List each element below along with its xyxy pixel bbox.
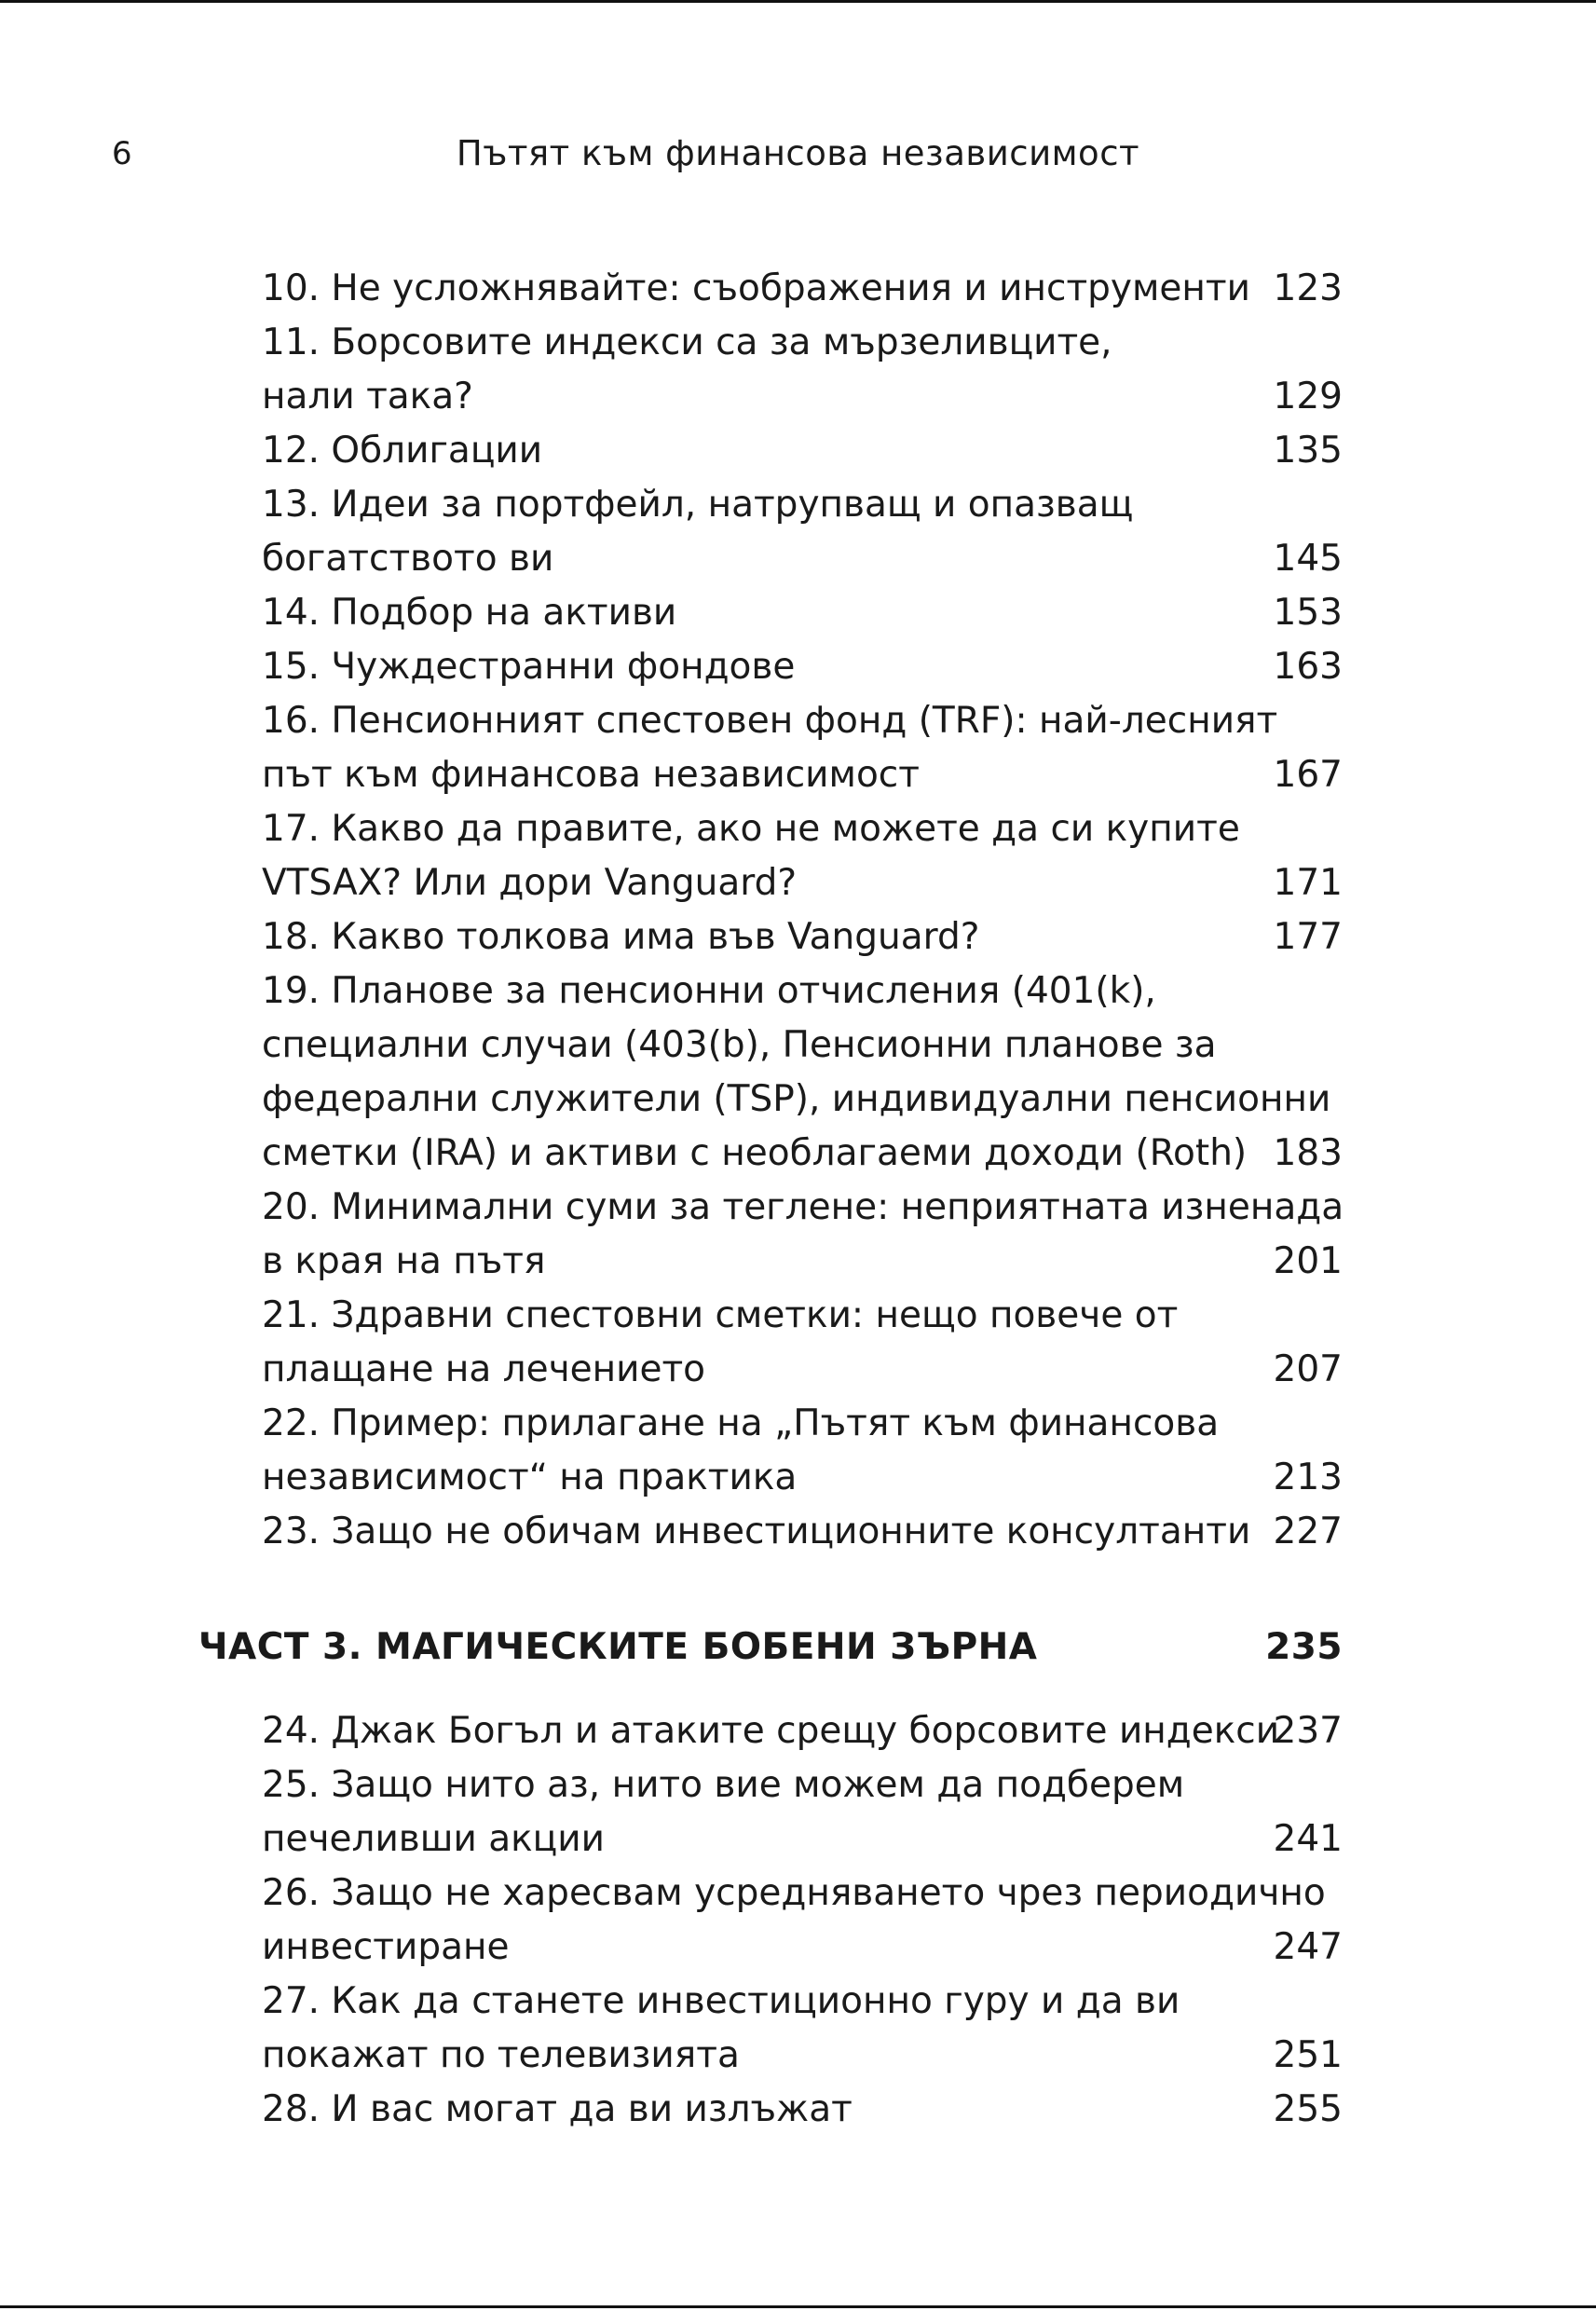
toc-entry-page: 135: [1273, 430, 1343, 472]
toc-entry[interactable]: [262, 964, 1343, 1181]
toc-entry-line: 12. Облигации: [262, 430, 543, 472]
toc-entry-line: 26. Защо не харесвам усредняването чрез периодично: [262, 1872, 1326, 1914]
toc-entry-line: 25. Защо нито аз, нито вие можем да подберем: [262, 1764, 1185, 1806]
toc-entry-line: печеливши акции: [262, 1818, 605, 1860]
toc-entry-line: 15. Чуждестранни фондове: [262, 646, 796, 688]
toc-entry-line: федерални служители (TSP), индивидуални пенсионни: [262, 1078, 1331, 1120]
toc-entry-line: 24. Джак Богъл и атаките срещу борсовите индекси: [262, 1710, 1280, 1752]
toc-entry[interactable]: [262, 1867, 1343, 1975]
toc-entry-line: плащане на лечението: [262, 1348, 706, 1390]
toc-entry-page: 129: [1273, 376, 1343, 417]
toc-entry[interactable]: [262, 1758, 1343, 1867]
toc-entry[interactable]: [262, 1505, 1343, 1559]
toc-entry-line: 14. Подбор на активи: [262, 592, 677, 634]
toc-entry-page: 237: [1273, 1710, 1343, 1752]
toc-entry-page: 183: [1273, 1132, 1343, 1174]
toc-entry[interactable]: [262, 1181, 1343, 1289]
toc-entry[interactable]: [262, 586, 1343, 640]
bottom-border: [0, 2305, 1596, 2308]
toc-entry-line: 18. Какво толкова има във Vanguard?: [262, 916, 980, 958]
toc-entry-line: 21. Здравни спестовни сметки: нещо повече от: [262, 1294, 1179, 1336]
toc-entry-line: специални случаи (403(b), Пенсионни планове за: [262, 1024, 1217, 1066]
toc-entry-line: 28. И вас могат да ви излъжат: [262, 2088, 853, 2130]
toc-entry-line: 13. Идеи за портфейл, натрупващ и опазващ: [262, 484, 1134, 526]
toc-part-title: ЧАСТ 3. МАГИЧЕСКИТЕ БОБЕНИ ЗЪРНА: [198, 1626, 1038, 1668]
toc-entry[interactable]: [262, 1397, 1343, 1505]
toc-entry-page: 177: [1273, 916, 1343, 958]
toc-entry-line: инвестиране: [262, 1926, 510, 1968]
toc-entry-page: 163: [1273, 646, 1343, 688]
toc-entry[interactable]: [262, 478, 1343, 586]
toc-entry-page: 171: [1273, 862, 1343, 904]
toc-entry-line: 27. Как да станете инвестиционно гуру и да ви: [262, 1980, 1180, 2022]
toc-entry[interactable]: [262, 1289, 1343, 1397]
toc-entry[interactable]: [262, 1704, 1343, 1758]
page-number: 6: [112, 135, 132, 172]
toc-entry-line: VTSAX? Или дори Vanguard?: [262, 862, 798, 904]
toc-entry-line: 10. Не усложнявайте: съображения и инструменти: [262, 267, 1250, 309]
toc-entry-page: 167: [1273, 754, 1343, 796]
toc-entry-page: 145: [1273, 538, 1343, 580]
toc-entry-page: 255: [1273, 2088, 1343, 2130]
toc-entry-line: път към финансова независимост: [262, 754, 920, 796]
toc-entry[interactable]: [262, 2083, 1343, 2137]
toc-entry-line: 17. Какво да правите, ако не можете да си купите: [262, 808, 1240, 850]
toc-entry-page: 207: [1273, 1348, 1343, 1390]
toc-part-page: 235: [1265, 1626, 1343, 1668]
toc-entry-line: 19. Планове за пенсионни отчисления (401(k),: [262, 970, 1156, 1012]
toc-entry-page: 251: [1273, 2034, 1343, 2076]
toc-entry[interactable]: [262, 316, 1343, 424]
toc-entry-line: нали така?: [262, 376, 473, 417]
toc-entry-page: 201: [1273, 1240, 1343, 1282]
toc-entry-line: 20. Минимални суми за теглене: неприятната изненада: [262, 1186, 1344, 1228]
toc-entry-line: 23. Защо не обичам инвестиционните консултанти: [262, 1511, 1251, 1552]
toc-entry-line: сметки (IRA) и активи с необлагаеми доходи (Roth): [262, 1132, 1248, 1174]
toc-entry[interactable]: [262, 802, 1343, 910]
toc-entry-line: богатството ви: [262, 538, 554, 580]
toc-entry-line: 16. Пенсионният спестовен фонд (TRF): най-лесният: [262, 700, 1278, 742]
toc-entry-page: 153: [1273, 592, 1343, 634]
toc-entry-line: независимост“ на практика: [262, 1456, 798, 1498]
toc-part-heading[interactable]: [198, 1620, 1343, 1675]
toc-entry[interactable]: [262, 424, 1343, 478]
toc-entry-page: 241: [1273, 1818, 1343, 1860]
toc-entry[interactable]: [262, 262, 1343, 316]
toc-entry[interactable]: [262, 1975, 1343, 2083]
toc-entry-line: в края на пътя: [262, 1240, 546, 1282]
toc-entry[interactable]: [262, 640, 1343, 694]
toc-entry-page: 123: [1273, 267, 1343, 309]
toc-entry[interactable]: [262, 910, 1343, 964]
toc-entry-page: 247: [1273, 1926, 1343, 1968]
running-title: Пътят към финансова независимост: [456, 133, 1140, 173]
toc-entry-line: покажат по телевизията: [262, 2034, 740, 2076]
toc-entry-line: 22. Пример: прилагане на „Пътят към финансова: [262, 1402, 1220, 1444]
toc-entry-line: 11. Борсовите индекси са за мързеливците,: [262, 321, 1112, 363]
toc-entry-page: 213: [1273, 1456, 1343, 1498]
toc-entry-page: 227: [1273, 1511, 1343, 1552]
toc-entry[interactable]: [262, 694, 1343, 802]
